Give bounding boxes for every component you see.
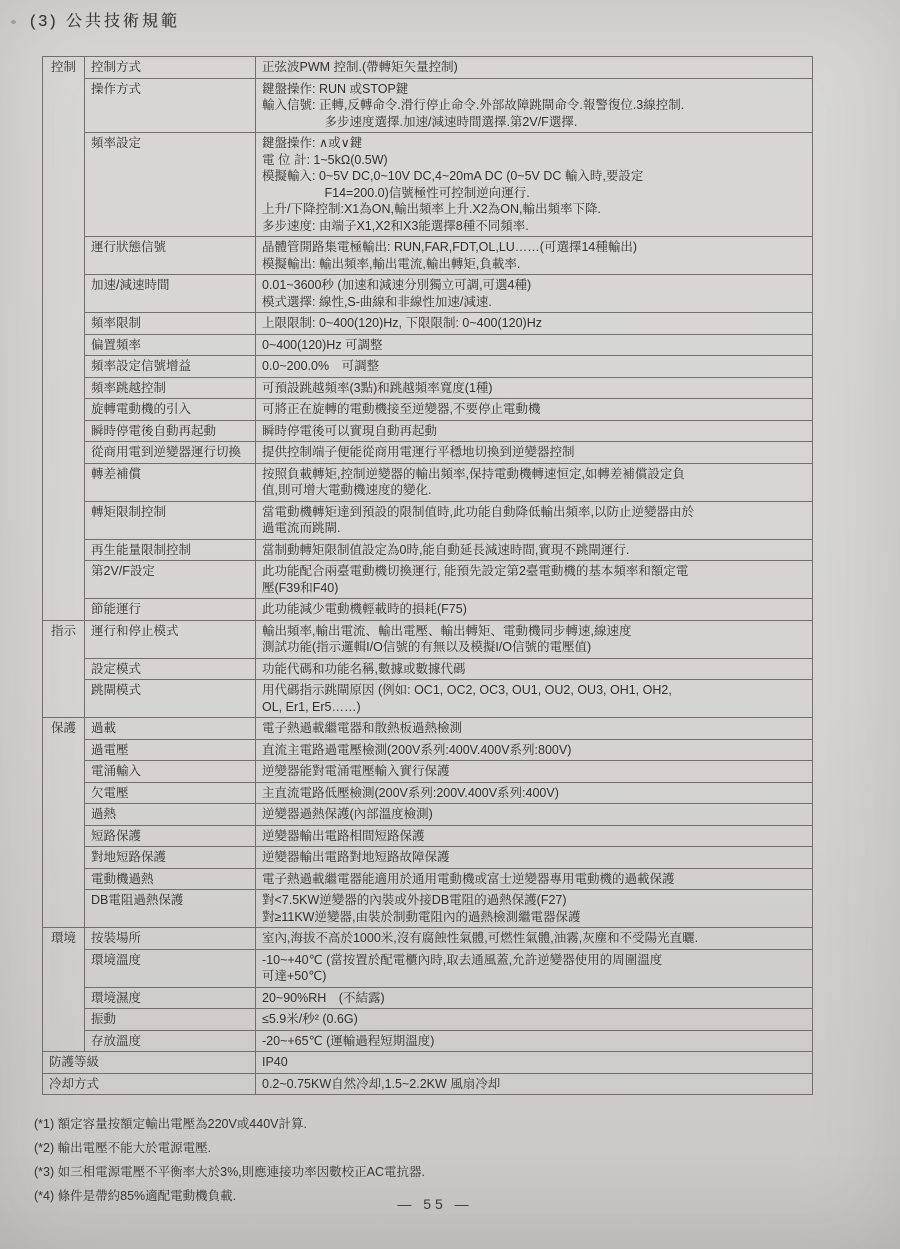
spec-item-cell: 從商用電到逆變器運行切換 xyxy=(85,442,256,464)
spec-value-line: 主直流電路低壓檢測(200V系列:200V.400V系列:400V) xyxy=(262,785,559,800)
spec-row xyxy=(43,890,813,928)
spec-value-line: 鍵盤操作: ∧或∨鍵 xyxy=(262,136,363,150)
footnote: (*2) 輸出電壓不能大於電源電壓. xyxy=(34,1141,212,1155)
spec-value-cell xyxy=(256,987,813,1009)
spec-value-cell xyxy=(256,313,813,335)
spec-row xyxy=(43,57,813,79)
category-cell: 控制 xyxy=(43,57,85,621)
spec-row xyxy=(43,237,813,275)
spec-row xyxy=(43,718,813,740)
spec-row xyxy=(43,420,813,442)
spec-value-line: 電子熱過載繼電器和散熱板過熱檢測 xyxy=(262,721,463,735)
spec-value-cell xyxy=(256,599,813,621)
spec-value-cell xyxy=(256,718,813,740)
spec-value-cell xyxy=(256,420,813,442)
footnote: (*4) 條件是帶約85%適配電動機負載. xyxy=(34,1189,237,1203)
spec-value-line: 逆變器過熱保護(內部溫度檢測) xyxy=(262,807,433,821)
spec-item-cell: 欠電壓 xyxy=(85,782,256,804)
spec-row xyxy=(43,680,813,718)
spec-value-line: 鍵盤操作: RUN 或STOP鍵 xyxy=(262,81,409,96)
category-cell: 環境 xyxy=(43,928,85,1052)
spec-row xyxy=(43,1009,813,1031)
spec-row xyxy=(43,804,813,826)
spec-value-cell xyxy=(256,658,813,680)
spec-value-line: 逆變器能對電涌電壓輸入實行保護 xyxy=(262,764,450,778)
spec-value-cell xyxy=(256,804,813,826)
spec-value-cell xyxy=(256,237,813,275)
spec-value-line: 多步速度: 由端子X1,X2和X3能選擇8種不同頻率. xyxy=(262,218,529,233)
category-cell: 指示 xyxy=(43,620,85,718)
spec-value-cell xyxy=(256,463,813,501)
spec-value-line: 按照負載轉矩,控制逆變器的輸出頻率,保持電動機轉速恒定,如轉差補償設定負 xyxy=(262,466,685,481)
spec-item-cell: 頻率跳越控制 xyxy=(85,377,256,399)
spec-value-cell xyxy=(256,275,813,313)
spec-value-line: 0~400(120)Hz 可調整 xyxy=(262,337,383,352)
spec-row xyxy=(43,334,813,356)
spec-value-line: 輸入信號: 正轉,反轉命令.滑行停止命令.外部故障跳閘命令.報警復位.3線控制. xyxy=(262,98,685,112)
spec-item-cell: 電動機過熱 xyxy=(85,868,256,890)
spec-row xyxy=(43,501,813,539)
spec-item-cell: 頻率設定 xyxy=(85,133,256,237)
spec-value-line: 0.01~3600秒 (加速和減速分別獨立可調,可選4種) xyxy=(262,278,532,292)
spec-table xyxy=(42,56,813,1095)
spec-item-cell: 加速/減速時間 xyxy=(85,275,256,313)
spec-value-line: 此功能配合兩臺電動機切換運行, 能預先設定第2臺電動機的基本頻率和額定電 xyxy=(262,564,689,578)
spec-value-cell xyxy=(256,356,813,378)
spec-value-cell xyxy=(256,761,813,783)
spec-value-line: 此功能減少電動機輕載時的損耗(F75) xyxy=(262,602,467,616)
spec-row xyxy=(43,539,813,561)
spec-row xyxy=(43,658,813,680)
spec-item-cell: 偏置頻率 xyxy=(85,334,256,356)
spec-value-line: 上限限制: 0~400(120)Hz, 下限限制: 0~400(120)Hz xyxy=(262,316,542,330)
spec-value-line: 過電流而跳閘. xyxy=(262,521,341,535)
spec-item-cell: 防護等級 xyxy=(43,1052,256,1074)
spec-table-body xyxy=(43,57,813,1095)
spec-value-cell xyxy=(256,1073,813,1095)
spec-value-line: 測試功能(指示邏輯I/O信號的有無以及模擬I/O信號的電壓值) xyxy=(262,640,592,654)
spec-row xyxy=(43,847,813,869)
spec-value-line: 用代碼指示跳閘原因 (例如: OC1, OC2, OC3, OU1, OU2, OU3, OH1, OH2, xyxy=(262,683,672,697)
spec-row xyxy=(43,825,813,847)
spec-value-line: 瞬時停電後可以實現自動再起動 xyxy=(262,423,438,438)
spec-value-line: 逆變器輸出電路相間短路保護 xyxy=(262,828,425,843)
spec-value-line: 功能代碼和功能名稱,數據或數據代碼 xyxy=(262,661,466,676)
spec-value-cell xyxy=(256,1030,813,1052)
spec-value-cell xyxy=(256,399,813,421)
spec-value-line: -20~+65℃ (運輸過程短期溫度) xyxy=(262,1033,435,1048)
spec-row xyxy=(43,949,813,987)
page-number: — 55 — xyxy=(397,1196,473,1212)
spec-value-cell xyxy=(256,334,813,356)
page-title: (3) 公共技術規範 xyxy=(30,13,181,30)
spec-value-cell xyxy=(256,442,813,464)
category-cell: 保護 xyxy=(43,718,85,928)
spec-item-cell: 操作方式 xyxy=(85,78,256,133)
spec-value-line: 電子熱過載繼電器能適用於通用電動機或富士逆變器專用電動機的過載保護 xyxy=(262,871,675,886)
spec-item-cell: 設定模式 xyxy=(85,658,256,680)
spec-item-cell: 運行狀態信號 xyxy=(85,237,256,275)
spec-item-cell: 轉差補償 xyxy=(85,463,256,501)
spec-row xyxy=(43,599,813,621)
spec-value-cell xyxy=(256,890,813,928)
spec-value-line: 對<7.5KW逆變器的內裝或外接DB電阻的過熱保護(F27) xyxy=(262,893,567,907)
spec-value-line: 晶體管開路集電極輸出: RUN,FAR,FDT,OL,LU……(可選擇14種輸出) xyxy=(262,240,638,254)
spec-item-cell: 振動 xyxy=(85,1009,256,1031)
footnote: (*3) 如三相電源電壓不平衡率大於3%,則應連接功率因數校正AC電抗器. xyxy=(34,1165,425,1179)
spec-value-line: 提供控制端子便能從商用電運行平穩地切換到逆變器控制 xyxy=(262,445,575,459)
spec-item-cell: 頻率限制 xyxy=(85,313,256,335)
spec-value-line: 直流主電路過電壓檢測(200V系列:400V.400V系列:800V) xyxy=(262,742,572,757)
spec-value-line: 正弦波PWM 控制.(帶轉矩矢量控制) xyxy=(262,60,458,74)
spec-value-cell xyxy=(256,847,813,869)
spec-row xyxy=(43,463,813,501)
spec-value-line: 可達+50℃) xyxy=(262,969,327,983)
spec-item-cell: 瞬時停電後自動再起動 xyxy=(85,420,256,442)
spec-item-cell: 運行和停止模式 xyxy=(85,620,256,658)
spec-item-cell: 環境濕度 xyxy=(85,987,256,1009)
spec-value-line: ≤5.9米/秒² (0.6G) xyxy=(262,1012,358,1026)
spec-row xyxy=(43,78,813,133)
spec-item-cell: 跳閘模式 xyxy=(85,680,256,718)
spec-value-cell xyxy=(256,620,813,658)
spec-value-cell xyxy=(256,868,813,890)
footnotes-block xyxy=(34,1112,854,1208)
spec-value-line: 上升/下降控制:X1為ON,輸出頻率上升.X2為ON,輸出頻率下降. xyxy=(262,202,601,216)
spec-item-cell: 冷却方式 xyxy=(43,1073,256,1095)
spec-row xyxy=(43,1030,813,1052)
scan-speck xyxy=(11,20,16,24)
spec-item-cell: DB電阻過熱保護 xyxy=(85,890,256,928)
spec-value-line: 模式選擇: 線性,S-曲線和非線性加速/減速. xyxy=(262,294,492,309)
spec-value-line: 可預設跳越頻率(3點)和跳越頻率寬度(1種) xyxy=(262,380,493,395)
spec-row xyxy=(43,356,813,378)
spec-row xyxy=(43,739,813,761)
spec-item-cell: 控制方式 xyxy=(85,57,256,79)
spec-value-line: 壓(F39和F40) xyxy=(262,580,339,595)
spec-item-cell: 過熱 xyxy=(85,804,256,826)
spec-value-line: 當制動轉矩限制值設定為0時,能自動延長減速時間,實現不跳閘運行. xyxy=(262,542,630,557)
spec-row xyxy=(43,761,813,783)
spec-item-cell: 第2V/F設定 xyxy=(85,561,256,599)
spec-row xyxy=(43,561,813,599)
spec-item-cell: 環境溫度 xyxy=(85,949,256,987)
spec-item-cell: 存放溫度 xyxy=(85,1030,256,1052)
spec-value-cell xyxy=(256,1009,813,1031)
spec-value-line: 0.2~0.75KW自然冷却,1.5~2.2KW 風扇冷却 xyxy=(262,1076,501,1091)
spec-value-cell xyxy=(256,539,813,561)
spec-value-line: IP40 xyxy=(262,1055,288,1069)
spec-item-cell: 電涌輸入 xyxy=(85,761,256,783)
spec-item-cell: 頻率設定信號增益 xyxy=(85,356,256,378)
spec-value-cell xyxy=(256,57,813,79)
spec-value-line: 對≥11KW逆變器,由裝於制動電阻內的過熱檢測繼電器保護 xyxy=(262,909,581,924)
spec-value-line: 輸出頻率,輸出電流、輸出電壓、輸出轉矩、電動機同步轉速,線速度 xyxy=(262,623,632,638)
spec-value-line: OL, Er1, Er5……) xyxy=(262,699,361,714)
spec-row xyxy=(43,133,813,237)
spec-footer-row xyxy=(43,1073,813,1095)
spec-row xyxy=(43,928,813,950)
footnote: (*1) 額定容量按額定輸出電壓為220V或440V計算. xyxy=(34,1117,307,1131)
spec-value-line: 多步速度選擇.加速/減速時間選擇.第2V/F選擇. xyxy=(262,114,578,129)
spec-value-line: 逆變器輸出電路對地短路故障保護 xyxy=(262,850,450,864)
spec-row xyxy=(43,782,813,804)
spec-value-cell xyxy=(256,561,813,599)
spec-row xyxy=(43,399,813,421)
spec-item-cell: 再生能量限制控制 xyxy=(85,539,256,561)
spec-value-line: 模擬輸入: 0~5V DC,0~10V DC,4~20mA DC (0~5V DC 輸入時,要設定 xyxy=(262,169,644,183)
spec-row xyxy=(43,377,813,399)
spec-value-cell xyxy=(256,949,813,987)
spec-row xyxy=(43,868,813,890)
spec-value-cell xyxy=(256,739,813,761)
spec-item-cell: 旋轉電動機的引入 xyxy=(85,399,256,421)
spec-value-cell xyxy=(256,928,813,950)
spec-value-cell xyxy=(256,501,813,539)
spec-value-cell xyxy=(256,1052,813,1074)
spec-value-line: 模擬輸出: 輸出頻率,輸出電流,輸出轉矩,負載率. xyxy=(262,256,521,271)
spec-value-line: 可將正在旋轉的電動機接至逆變器,不要停止電動機 xyxy=(262,402,541,416)
spec-item-cell: 過電壓 xyxy=(85,739,256,761)
spec-value-cell xyxy=(256,680,813,718)
spec-value-cell xyxy=(256,782,813,804)
spec-row xyxy=(43,275,813,313)
spec-footer-row xyxy=(43,1052,813,1074)
spec-value-line: 20~90%RH (不結露) xyxy=(262,990,385,1005)
spec-value-line: 電 位 計: 1~5kΩ(0.5W) xyxy=(262,152,388,167)
spec-item-cell: 節能運行 xyxy=(85,599,256,621)
spec-value-line: 室內,海拔不高於1000米,沒有腐蝕性氣體,可燃性氣體,油霧,灰塵和不受陽光直曬. xyxy=(262,931,699,945)
spec-value-line: 值,則可增大電動機速度的變化. xyxy=(262,483,432,497)
spec-item-cell: 短路保護 xyxy=(85,825,256,847)
spec-value-line: -10~+40℃ (當按置於配電櫃內時,取去通風蓋,允許逆變器使用的周圍溫度 xyxy=(262,952,663,967)
spec-item-cell: 過載 xyxy=(85,718,256,740)
spec-row xyxy=(43,620,813,658)
spec-value-cell xyxy=(256,377,813,399)
spec-value-line: 0.0~200.0% 可調整 xyxy=(262,359,380,373)
spec-row xyxy=(43,442,813,464)
spec-value-cell xyxy=(256,133,813,237)
spec-item-cell: 對地短路保護 xyxy=(85,847,256,869)
spec-item-cell: 轉矩限制控制 xyxy=(85,501,256,539)
spec-row xyxy=(43,313,813,335)
spec-item-cell: 按裝場所 xyxy=(85,928,256,950)
spec-row xyxy=(43,987,813,1009)
spec-value-cell xyxy=(256,78,813,133)
spec-value-cell xyxy=(256,825,813,847)
spec-value-line: F14=200.0)信號極性可控制逆向運行. xyxy=(262,185,530,200)
spec-value-line: 當電動機轉矩達到預設的限制值時,此功能自動降低輸出頻率,以防止逆變器由於 xyxy=(262,504,694,519)
